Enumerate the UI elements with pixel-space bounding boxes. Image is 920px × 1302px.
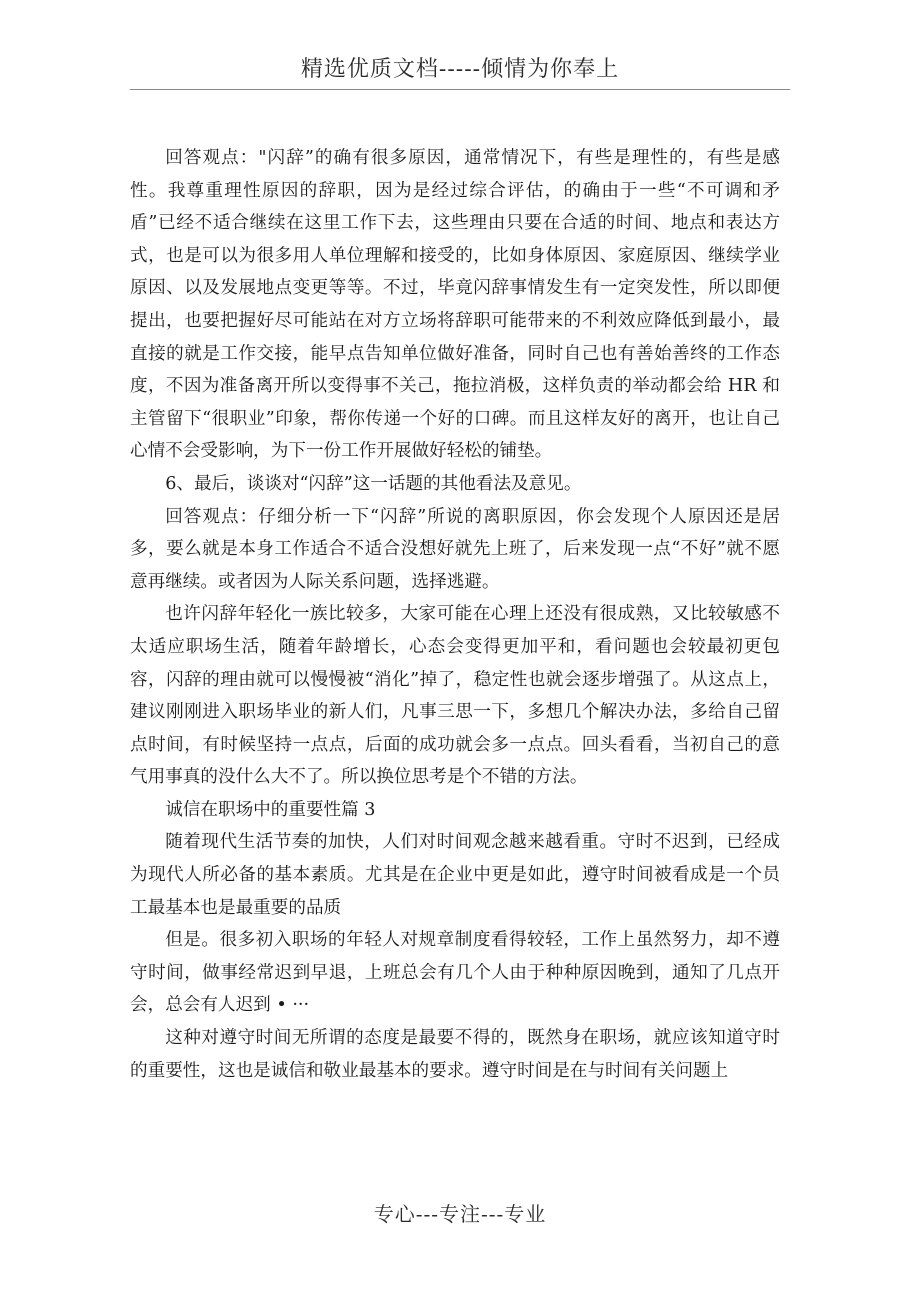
paragraph-young-employees: 但是。很多初入职场的年轻人对规章制度看得较轻，工作上虽然努力，却不遵守时间，做事经常迟到早退，上班总会有几个人由于种种原因晚到，通知了几点开会，总会有人迟到 • ···: [130, 930, 780, 1016]
paragraph-answer-6: 回答观点：仔细分析一下“闪辞”所说的离职原因，你会发现个人原因还是居多，要么就是本身工作适合不适合没想好就先上班了，后来发现一点“不好”就不愿意再继续。或者因为人际关系问题，选择逃避。: [130, 506, 780, 592]
paragraph-youth-flash-quit: 也许闪辞年轻化一族比较多，大家可能在心理上还没有很成熟，又比较敏感不太适应职场生活，随着年龄增长，心态会变得更加平和，看问题也会较最初更包容，闪辞的理由就可以慢慢被“消化”掉了，稳定性也就会逐步增强了。从这点上，建议刚刚进入职场毕业的新人们，凡事三思一下，多想几个解决办法，多给自己留点时间，有时候坚持一点点，后面的成功就会多一点点。回头看看，当初自己的意气用事真的没什么大不了。所以换位思考是个不错的方法。: [130, 604, 780, 788]
paragraph-question-6: 6、最后，谈谈对“闪辞”这一话题的其他看法及意见。: [165, 473, 582, 494]
page-header-title: 精选优质文档-----倾情为你奉上: [300, 57, 620, 82]
paragraph-answer-1: 回答观点："闪辞”的确有很多原因，通常情况下，有些是理性的，有些是感性。我尊重理性原因的辞职，因为是经过综合评估，的确由于一些“不可调和矛盾”已经不适合继续在这里工作下去，这些理由只要在合适的时间、地点和表达方式，也是可以为很多用人单位理解和接受的，比如身体原因、家庭原因、继续学业原因、以及发展地点变更等等。不过，毕竟闪辞事情发生有一定突发性，所以即便提出，也要把握好尽可能站在对方立场将辞职可能带来的不利效应降低到最小，最直接的就是工作交接，能早点告知单位做好准备，同时自己也有善始善终的工作态度，不因为准备离开所以变得事不关己，拖拉消极，这样负责的举动都会给 HR 和主管留下“很职业”印象，帮你传递一个好的口碑。而且这样友好的离开，也让自己心情不会受影响，为下一份工作开展做好轻松的铺垫。: [130, 148, 780, 462]
paragraph-attitude: 这种对遵守时间无所谓的态度是最要不得的，既然身在职场，就应该知道守时的重要性，这也是诚信和敬业最基本的要求。遵守时间是在与时间有关问题上: [130, 1028, 780, 1081]
document-body: [130, 142, 780, 1087]
paragraph-punctuality-intro: 随着现代生活节奏的加快，人们对时间观念越来越看重。守时不迟到，已经成为现代人所必备的基本素质。尤其是在企业中更是如此，遵守时间被看成是一个员工最基本也是最重要的品质: [130, 832, 780, 918]
section-heading: 诚信在职场中的重要性篇 3: [165, 799, 376, 820]
page-footer-text: 专心---专注---专业: [373, 1202, 547, 1226]
header-divider: [130, 89, 790, 90]
